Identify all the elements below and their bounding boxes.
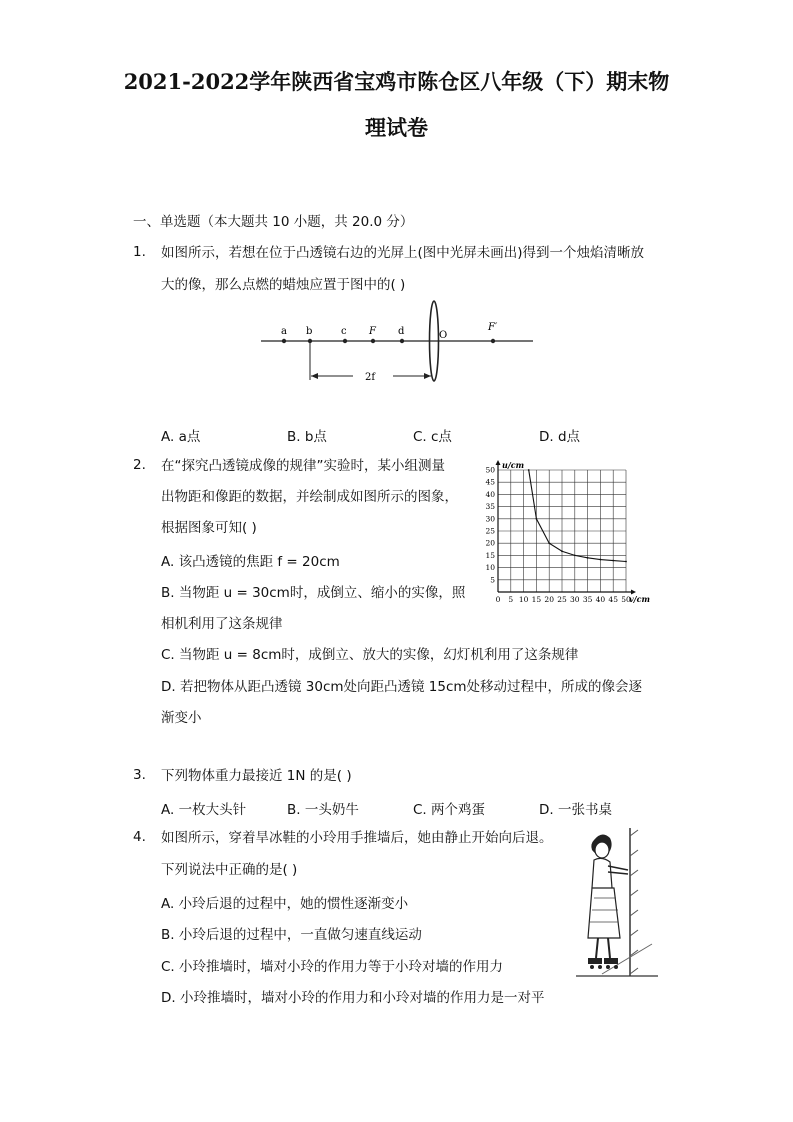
- wheel: [606, 965, 610, 969]
- question-4-line2: 下列说法中正确的是( ): [161, 862, 298, 878]
- section-heading: 一、单选题（本大题共 10 小题，共 20.0 分）: [133, 214, 414, 230]
- question-3-option-c[interactable]: C. 两个鸡蛋: [413, 802, 486, 818]
- question-4-option-c[interactable]: C. 小玲推墙时，墙对小玲的作用力等于小玲对墙的作用力: [161, 959, 504, 975]
- wheel: [614, 965, 618, 969]
- data-point: [625, 561, 627, 563]
- wall-hatch: [630, 830, 638, 974]
- question-2-line3: 根据图象可知( ): [161, 520, 257, 536]
- y-tick-label: 45: [485, 477, 495, 487]
- point-d: [400, 339, 404, 343]
- question-3-option-a[interactable]: A. 一枚大头针: [161, 802, 247, 818]
- x-tick-label: 50: [621, 595, 631, 604]
- question-2-option-d[interactable]: D. 若把物体从距凸透镜 30cm处向距凸透镜 15cm处移动过程中，所成的像会逐: [161, 679, 643, 695]
- head: [595, 842, 609, 858]
- data-point: [528, 469, 530, 471]
- skater-illustration: [572, 826, 662, 986]
- lens-diagram: [255, 300, 540, 388]
- x-tick-label: 0: [495, 595, 501, 604]
- y-tick-label: 5: [490, 575, 495, 585]
- point-F: [371, 339, 375, 343]
- data-point: [574, 555, 576, 557]
- skirt: [588, 888, 620, 938]
- question-3-option-d[interactable]: D. 一张书桌: [539, 802, 612, 818]
- question-2-option-d-cont: 渐变小: [161, 710, 202, 726]
- label-d: d: [398, 326, 405, 337]
- x-tick-label: 35: [582, 595, 593, 604]
- label-c: c: [341, 326, 347, 337]
- x-tick-label: 5: [508, 595, 514, 604]
- x-tick-label: 45: [608, 595, 618, 604]
- y-tick-label: 40: [485, 489, 495, 499]
- question-3-line1: 下列物体重力最接近 1N 的是( ): [161, 768, 352, 784]
- dim-label-2f: 2f: [365, 372, 376, 383]
- question-2-line2: 出物距和像距的数据，并绘制成如图所示的图象，: [161, 489, 458, 505]
- question-2-option-b[interactable]: B. 当物距 u = 30cm时，成倒立、缩小的实像，照: [161, 585, 466, 601]
- question-2-option-a[interactable]: A. 该凸透镜的焦距 f = 20cm: [161, 554, 340, 570]
- question-1-option-a[interactable]: A. a点: [161, 429, 201, 445]
- question-2-number: 2.: [133, 457, 146, 473]
- y-tick-label: 20: [485, 538, 495, 548]
- x-tick-label: 25: [557, 595, 567, 604]
- skate-right: [604, 958, 618, 964]
- point-a: [282, 339, 286, 343]
- question-4-line1: 如图所示，穿着旱冰鞋的小玲用手推墙后，她由静止开始向后退。: [161, 830, 553, 846]
- uv-curve: [529, 470, 626, 562]
- page-title-line1: 2021-2022学年陕西省宝鸡市陈仓区八年级（下）期末物: [123, 69, 670, 94]
- data-point: [587, 557, 589, 559]
- torso: [592, 858, 612, 890]
- x-tick-label: 40: [595, 595, 606, 604]
- page-title-line2: 理试卷: [365, 115, 428, 140]
- question-1-line2: 大的像，那么点燃的蜡烛应置于图中的( ): [161, 277, 406, 293]
- y-axis-label: u/cm: [502, 460, 525, 470]
- question-3-option-b[interactable]: B. 一头奶牛: [287, 802, 359, 818]
- question-2-line1: 在“探究凸透镜成像的规律”实验时，某小组测量: [161, 458, 445, 474]
- x-tick-label: 20: [544, 595, 554, 604]
- question-2-option-c[interactable]: C. 当物距 u = 8cm时，成倒立、放大的实像，幻灯机利用了这条规律: [161, 647, 579, 663]
- data-point: [536, 518, 538, 520]
- label-F-prime: F′: [488, 322, 498, 333]
- question-4-option-b[interactable]: B. 小玲后退的过程中，一直做匀速直线运动: [161, 927, 422, 943]
- data-point: [548, 542, 550, 544]
- question-1-option-b[interactable]: B. b点: [287, 429, 327, 445]
- y-tick-label: 50: [485, 465, 495, 475]
- question-4-number: 4.: [133, 829, 146, 845]
- x-axis-label: v/cm: [629, 594, 650, 604]
- data-point: [612, 560, 614, 562]
- skate-left: [588, 958, 602, 964]
- y-tick-label: 35: [485, 502, 495, 512]
- x-tick-label: 10: [518, 595, 529, 604]
- dim-arrow-right: [424, 373, 431, 379]
- question-4-option-d[interactable]: D. 小玲推墙时，墙对小玲的作用力和小玲对墙的作用力是一对平: [161, 990, 545, 1006]
- question-1-option-c[interactable]: C. c点: [413, 429, 452, 445]
- point-F-prime: [491, 339, 495, 343]
- uv-chart: [480, 456, 665, 608]
- label-O: O: [439, 330, 448, 341]
- label-F: F: [369, 326, 376, 337]
- question-1-number: 1.: [133, 244, 146, 260]
- x-tick-label: 15: [531, 595, 542, 604]
- y-tick-label: 10: [485, 563, 495, 573]
- x-tick-label: 30: [570, 595, 580, 604]
- question-1-option-d[interactable]: D. d点: [539, 429, 581, 445]
- legs: [596, 938, 610, 958]
- label-a: a: [281, 326, 287, 337]
- y-tick-label: 30: [485, 514, 495, 524]
- data-point: [600, 559, 602, 561]
- y-tick-label: 15: [485, 550, 495, 560]
- label-b: b: [306, 326, 313, 337]
- wheel: [598, 965, 602, 969]
- wheel: [590, 965, 594, 969]
- y-tick-label: 25: [485, 526, 495, 536]
- question-2-option-b-cont: 相机利用了这条规律: [161, 616, 283, 632]
- question-3-number: 3.: [133, 767, 146, 783]
- point-c: [343, 339, 347, 343]
- question-1-line1: 如图所示，若想在位于凸透镜右边的光屏上(图中光屏未画出)得到一个烛焰清晰放: [161, 245, 645, 261]
- dim-arrow-left: [311, 373, 318, 379]
- y-axis-arrow: [496, 460, 501, 465]
- question-4-option-a[interactable]: A. 小玲后退的过程中，她的惯性逐渐变小: [161, 896, 409, 912]
- data-point: [561, 550, 563, 552]
